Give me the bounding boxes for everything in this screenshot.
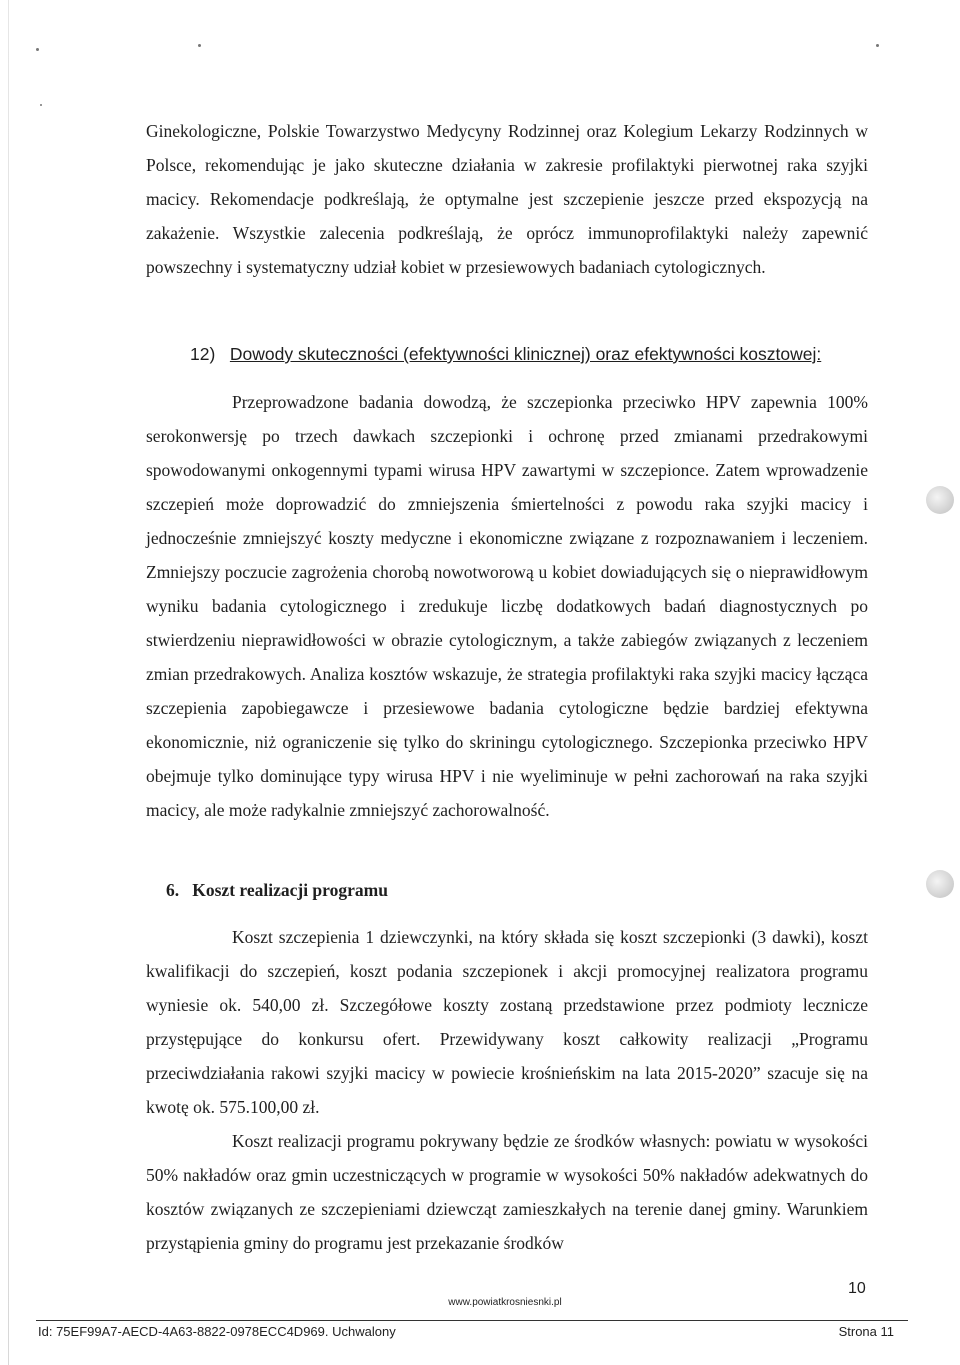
- intro-paragraph: Ginekologiczne, Polskie Towarzystwo Medycyny Rodzinnej oraz Kolegium Lekarzy Rodzinnych w Polsce, rekomendując je jako skuteczne działania w zakresie profilaktyki pierwotnej raka szyjki macicy. Rekomendacje podkreślają, że optymalne jest szczepienie jeszcze przed ekspozycją na zakażenie. Wszystkie zalecenia podkreślają, że oprócz immunoprofilaktyki należy zapewnić powszechny i systematyczny udział kobiet w przesiewowych badaniach cytologicznych.: [146, 121, 868, 277]
- scan-speck: [36, 48, 39, 51]
- scan-edge: [8, 0, 9, 1365]
- section-6-title: Koszt realizacji programu: [192, 880, 388, 900]
- cost-paragraph: Koszt szczepienia 1 dziewczynki, na który składa się koszt szczepionki (3 dawki), koszt kwalifikacji do szczepień, koszt podania szczepionek i akcji promocyjnej realizatora programu wyniesie ok. 540,00 zł. Szczegółowe koszty zostaną przedstawione przez podmioty lecznicze przystępujące do konkursu ofert. Przewidywany koszt całkowity realizacji „Programu przeciwdziałania rakowi szyjki macicy w powiecie krośnieńskim na lata 2015-2020” szacuje się na kwotę ok. 575.100,00 zł.: [146, 927, 868, 1117]
- footer-page-label: Strona 11: [838, 1324, 894, 1339]
- scan-speck: [40, 104, 42, 106]
- section-6-heading: [166, 876, 388, 904]
- effectiveness-paragraph: Przeprowadzone badania dowodzą, że szczepionka przeciwko HPV zapewnia 100% serokonwersję po trzech dawkach szczepionki i ochronę przed zmianami przedrakowymi spowodowanymi onkogennymi typami wirusa HPV zawartymi w szczepionce. Zatem wprowadzenie szczepień może doprowadzić do zmniejszenia śmiertelności z powodu raka szyjki macicy i jednocześnie zmniejszyć koszty medyczne i ekonomiczne związane z rozpoznawaniem i leczeniem. Zmniejszy poczucie zagrożenia chorobą nowotworową u kobiet dowiadujących się o nieprawidłowym wyniku badania cytologicznego i zredukuje liczbę dodatkowych badań diagnostycznych po stwierdzeniu nieprawidłowości w obrazie cytologicznym, a także zabiegów związanych z leczeniem zmian przedrakowych. Analiza kosztów wskazuje, że strategia profilaktyki raka szyjki macicy łącząca szczepienia zapobiegawcze i przesiewowe badania cytologiczne będzie bardziej efektywna ekonomicznie, niż ograniczenie się tylko do skriningu cytologicznego. Szczepionka przeciwko HPV obejmuje tylko dominujące typy wirusa HPV i nie wyeliminuje w pełni zachorowań na raka szyjki macicy, ale może radykalnie zmniejszyć zachorowalność.: [146, 392, 868, 820]
- document-id: Id: 75EF99A7-AECD-4A63-8822-0978ECC4D969. Uchwalony: [38, 1324, 396, 1339]
- footer-website: www.powiatkrosniesnki.pl: [448, 1297, 562, 1308]
- scan-speck: [198, 44, 201, 47]
- punch-hole: [926, 870, 954, 898]
- section-12-number: 12): [190, 344, 216, 364]
- scan-speck: [876, 44, 879, 47]
- funding-paragraph: Koszt realizacji programu pokrywany będzie ze środków własnych: powiatu w wysokości 50% nakładów oraz gmin uczestniczących w programie w wysokości 50% nakładów adekwatnych do kosztów związanych ze szczepieniami dziewcząt zamieszkałych na terenie danej gminy. Warunkiem przystąpienia gminy do programu jest przekazanie środków: [146, 1131, 868, 1253]
- section-6-number: 6.: [166, 880, 180, 900]
- footer-rule: [36, 1320, 908, 1321]
- punch-hole: [926, 486, 954, 514]
- section-12-title: Dowody skuteczności (efektywności klinicznej) oraz efektywności kosztowej:: [229, 344, 822, 364]
- page-number: 10: [848, 1280, 866, 1297]
- section-12-heading: [190, 340, 821, 368]
